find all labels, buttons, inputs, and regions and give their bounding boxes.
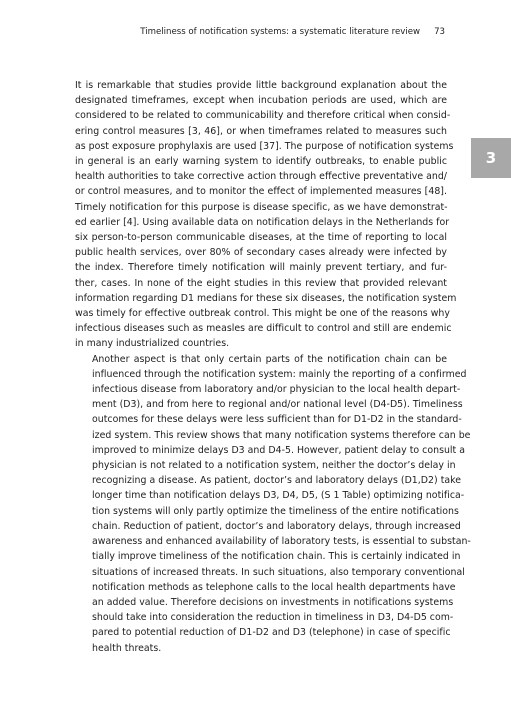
text-line: ering control measures [3, 46], or when timeframes related to measures such bbox=[75, 125, 447, 137]
paragraph-2 bbox=[75, 352, 471, 656]
text-line: tially improve timeliness of the notification chain. This is certainly indicated in bbox=[92, 551, 461, 563]
text-line: was timely for effective outbreak control. This might be one of the reasons why bbox=[75, 308, 450, 320]
text-line: in general is an early warning system to identify outbreaks, to enable public bbox=[75, 156, 447, 168]
text-line: ed earlier [4]. Using available data on notification delays in the Netherlands for bbox=[75, 216, 450, 228]
running-header bbox=[140, 27, 445, 37]
text-line: health authorities to take corrective action through effective preventative and/ bbox=[75, 171, 447, 183]
text-line: ized system. This review shows that many notification systems therefore can be bbox=[92, 429, 471, 441]
text-line: considered to be related to communicability and therefore critical when consid- bbox=[75, 110, 451, 122]
text-line: or control measures, and to monitor the effect of implemented measures [48]. bbox=[75, 186, 447, 198]
text-line: should take into consideration the reduction in timeliness in D3, D4-D5 com- bbox=[92, 612, 454, 624]
text-line: as post exposure prophylaxis are used [37]. The purpose of notification systems bbox=[75, 140, 454, 152]
text-line: influenced through the notification system: mainly the reporting of a confirmed bbox=[92, 368, 467, 380]
text-line: longer time than notification delays D3, D4, D5, (S 1 Table) optimizing notifica- bbox=[92, 490, 465, 502]
text-line: Timely notification for this purpose is disease specific, as we have demonstrat- bbox=[75, 201, 448, 213]
text-line: an added value. Therefore decisions on investments in notifications systems bbox=[92, 596, 454, 608]
text-line: situations of increased threats. In such situations, also temporary conventional bbox=[92, 566, 465, 578]
text-line: tion systems will only partly optimize the timeliness of the entire notifications bbox=[92, 505, 459, 517]
text-line: the index. Therefore timely notification will mainly prevent tertiary, and fur- bbox=[75, 262, 447, 274]
text-line: pared to potential reduction of D1-D2 and D3 (telephone) in case of specific bbox=[92, 627, 451, 639]
text-line: health threats. bbox=[92, 642, 162, 654]
text-line: It is remarkable that studies provide little background explanation about the bbox=[75, 80, 447, 91]
text-line: chain. Reduction of patient, doctor’s and laboratory delays, through increased bbox=[92, 520, 461, 532]
text-line: ment (D3), and from here to regional and/or national level (D4-D5). Timeliness bbox=[92, 399, 463, 411]
text-line: infectious disease from laboratory and/or physician to the local health depart- bbox=[92, 384, 461, 396]
text-line: ther, cases. In none of the eight studies in this review that provided relevant bbox=[75, 277, 447, 289]
text-line: in many industrialized countries. bbox=[75, 338, 230, 350]
text-line: designated timeframes, except when incubation periods are used, which are bbox=[75, 95, 447, 107]
text-line: infectious diseases such as measles are difficult to control and still are endemic bbox=[75, 323, 452, 335]
text-line: physician is not related to a notification system, neither the doctor’s delay in bbox=[92, 460, 456, 472]
text-line: public health services, over 80% of secondary cases already were infected by bbox=[75, 247, 447, 259]
page-number: 73 bbox=[434, 27, 445, 37]
body-text bbox=[75, 78, 471, 656]
running-title: Timeliness of notification systems: a systematic literature review bbox=[140, 27, 421, 37]
text-line: awareness and enhanced availability of laboratory tests, is essential to substan- bbox=[92, 536, 471, 548]
text-line: outcomes for these delays were less sufficient than for D1-D2 in the standard- bbox=[92, 414, 462, 426]
text-line: information regarding D1 medians for these six diseases, the notification system bbox=[75, 292, 457, 304]
text-line: Another aspect is that only certain parts of the notification chain can be bbox=[92, 353, 447, 365]
chapter-tab: 3 bbox=[471, 138, 511, 178]
paragraph-1 bbox=[75, 78, 457, 352]
text-line: improved to minimize delays D3 and D4-5. However, patient delay to consult a bbox=[92, 444, 466, 456]
text-line: notification methods as telephone calls to the local health departments have bbox=[92, 581, 456, 593]
text-line: recognizing a disease. As patient, doctor’s and laboratory delays (D1,D2) take bbox=[92, 475, 462, 487]
text-line: six person-to-person communicable diseases, at the time of reporting to local bbox=[75, 232, 447, 244]
